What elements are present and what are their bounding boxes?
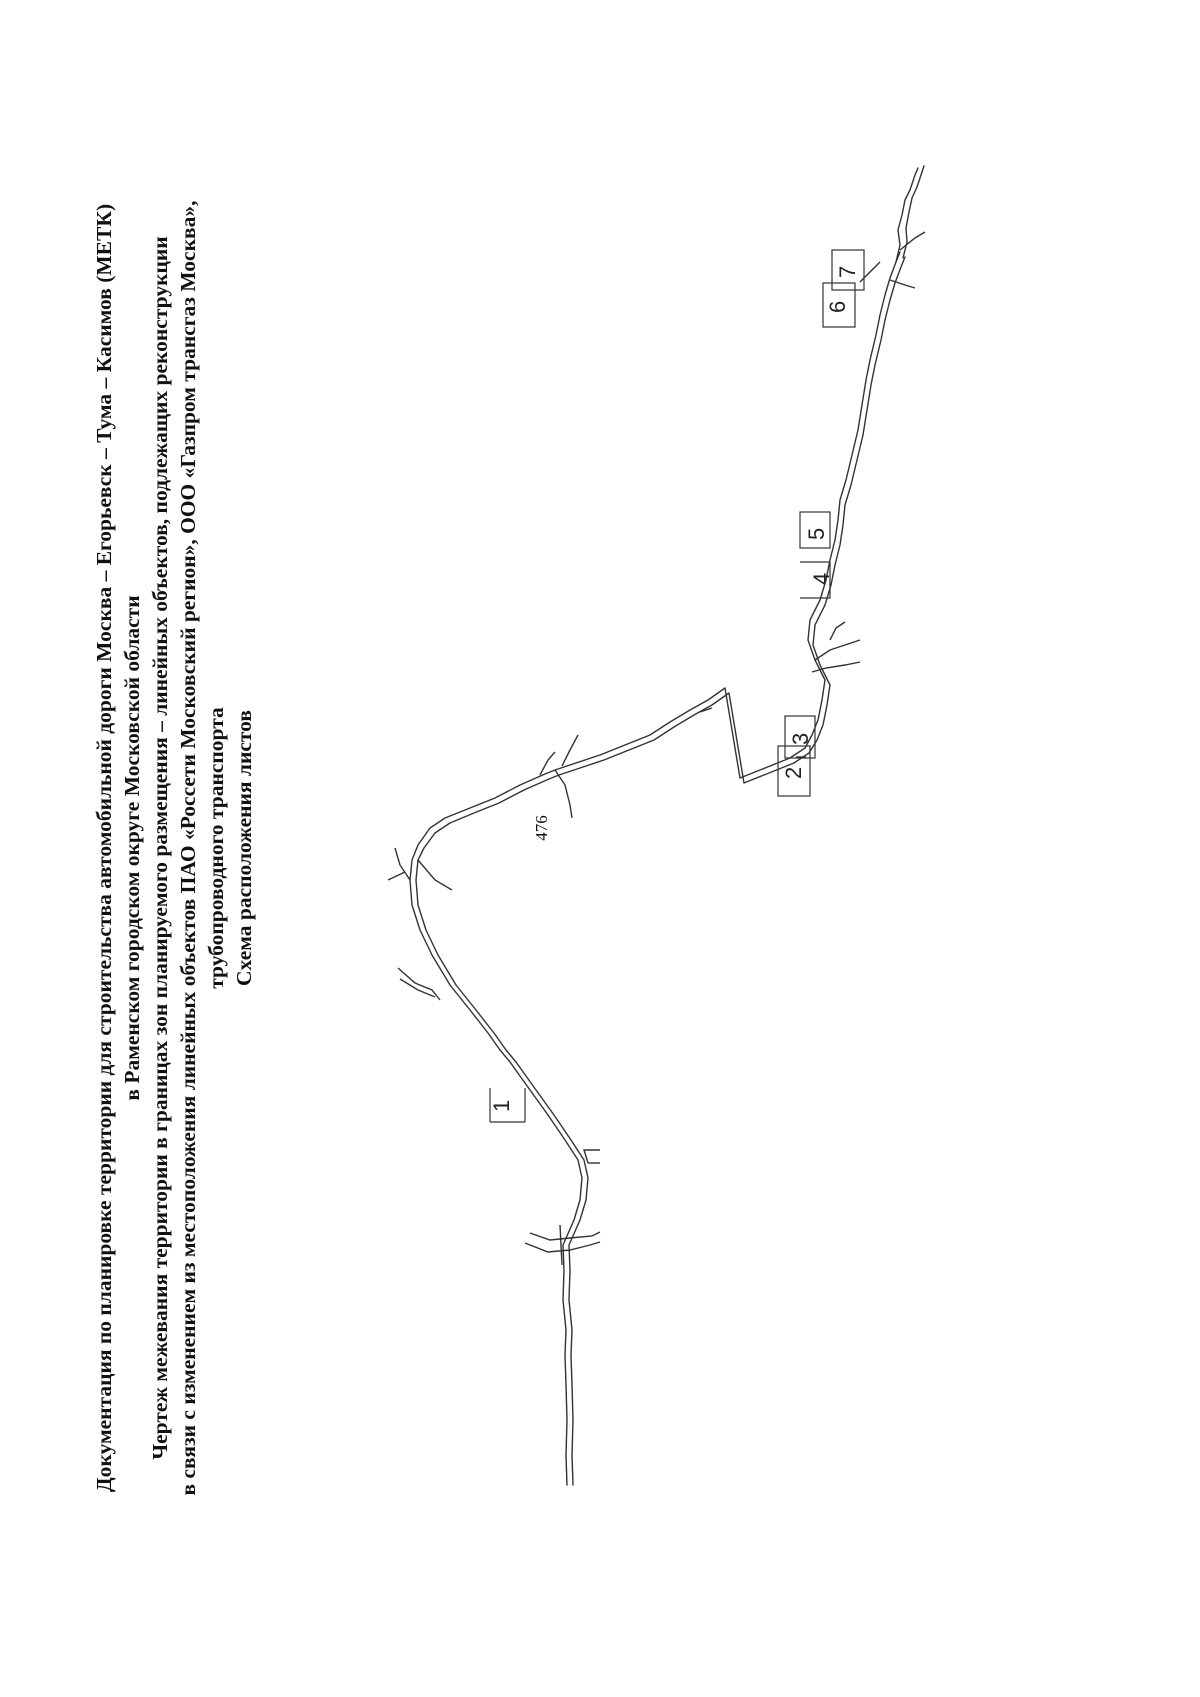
title-line-5: трубопроводного транспорта xyxy=(204,707,228,989)
junction-east-3 xyxy=(830,622,845,640)
junction-west xyxy=(398,968,440,1000)
sheet-label-4: 4 xyxy=(809,572,834,585)
road-corridor xyxy=(410,166,924,1485)
junction-northeast xyxy=(860,262,880,282)
junction-south-2 xyxy=(530,1232,600,1240)
sheet-frames xyxy=(490,250,864,1122)
junction-mid-2 xyxy=(562,735,578,766)
title-line-1: Документация по планировке территории для строительства автомобильной дороги Москва – Егорьевск – Тума – Касимов (МЕТК) xyxy=(92,203,116,1493)
sheet-label-1: 1 xyxy=(489,1099,514,1112)
sheet-label-3: 3 xyxy=(788,732,813,745)
title-line-6: Схема расположения листов xyxy=(232,710,256,987)
corridor-edge-right xyxy=(416,257,905,1485)
title-line-3: Чертеж межевания территории в границах зон планируемого размещения – линейных объектов, подлежащих реконструкции xyxy=(148,236,172,1460)
junction-north-2 xyxy=(418,860,452,890)
junction-west-2 xyxy=(400,979,435,997)
junction-east xyxy=(815,640,860,660)
title-line-2: в Раменском городском округе Московской области xyxy=(120,595,144,1101)
sheet-label-7: 7 xyxy=(835,265,860,278)
corridor-edge-left xyxy=(410,252,900,1485)
sheet-labels xyxy=(489,266,860,1112)
sheet-label-2: 2 xyxy=(781,766,806,779)
junctions xyxy=(388,232,925,1265)
junction-northeast-2 xyxy=(900,232,925,250)
junction-mid xyxy=(555,770,572,818)
sheet-label-6: 6 xyxy=(825,300,850,313)
corridor-tail-north xyxy=(896,168,918,262)
title-line-4: в связи с изменением из местоположения линейных объектов ПАО «Россети Московский регион», ООО «Газпром трансгаз Москва», xyxy=(176,200,200,1496)
sheet-label-5: 5 xyxy=(804,527,829,540)
junction-east-tick xyxy=(584,1150,600,1163)
junction-south-tick xyxy=(560,1225,562,1265)
junction-north-3 xyxy=(388,872,405,880)
page-number: 476 xyxy=(532,815,551,841)
